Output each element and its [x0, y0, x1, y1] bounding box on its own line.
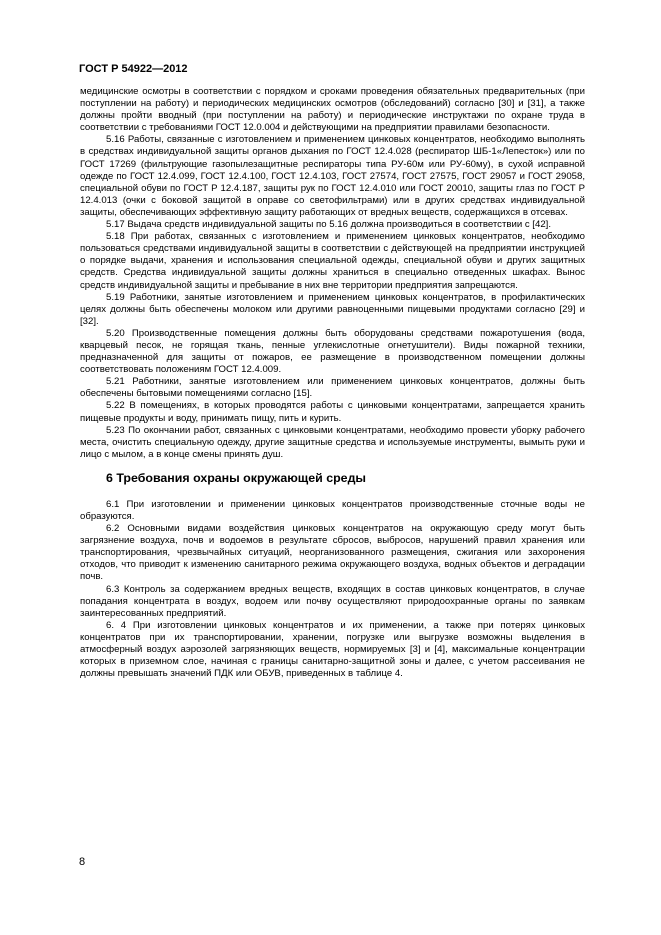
paragraph-6-4: 6. 4 При изготовлении цинковых концентратов и их применении, а также при потерях цинковых концентратов при их транспортировании, хранении, погрузке или выгрузке возможны выделения в атмосферный воздух аэрозолей загрязняющих веществ, нормируемых [3] и [4], максимальные концентрации которых в приземном слое, начиная с границы санитарно-защитной зоны и далее, с учетом рассеивания не должны превышать значений ПДК или ОБУВ, приведенных в таблице 4. [80, 619, 585, 680]
paragraph-5-17: 5.17 Выдача средств индивидуальной защиты по 5.16 должна производиться в соответствии с [42]. [106, 219, 551, 231]
paragraph-6-1: 6.1 При изготовлении и применении цинковых концентратов производственные сточные воды не образуются. [80, 498, 585, 522]
paragraph-5-23: 5.23 По окончании работ, связанных с цинковыми концентратами, необходимо провести уборку рабочего места, очистить специальную одежду, другие защитные средства и используемые инструменты, вымыть руки и лицо с мылом, а в конце смены принять душ. [80, 424, 585, 460]
paragraph-5-16: 5.16 Работы, связанные с изготовлением и применением цинковых концентратов, необходимо выполнять в средствах индивидуальной защиты органов дыхания по ГОСТ 12.4.028 (респиратор ШБ-1«Лепесток») или по ГОСТ 17269 (фильтрующие газопылезащитные респираторы типа РУ-60м или РУ-60му), в сухой исправной одежде по ГОСТ 12.4.099, ГОСТ 12.4.100, ГОСТ 12.4.103, ГОСТ 27574, ГОСТ 27575, ГОСТ 29057 и ГОСТ 29058, специальной обуви по ГОСТ Р 12.4.187, защиты рук по ГОСТ 12.4.010 или ГОСТ 20010, защиты глаз по ГОСТ Р 12.4.013 (очки с боковой защитой в оправе со светофильтрами) или в других средствах индивидуальной защиты, обеспечивающих эффективную защиту работающих от вредных веществ, содержащихся в отсевах. [80, 134, 585, 218]
paragraph-6-2: 6.2 Основными видами воздействия цинковых концентратов на окружающую среду могут быть загрязнение воздуха, почв и водоемов в результате сбросов, выбросов, нарушений правил хранения или транспортирования, чрезвычайных ситуаций, неорганизованного размещения, сжигания или захоронения отходов, что приводит к изменению санитарного режима окружающего воздуха, водных объектов и деградации почв. [80, 523, 585, 583]
paragraph-5-20: 5.20 Производственные помещения должны быть оборудованы средствами пожаротушения (вода, кварцевый песок, не горящая ткань, пенные углекислотные огнетушители). Виды пожарной техники, предназначенной для защиты от пожаров, ее размещение в производственном помещении должны соответствовать положениям ГОСТ 12.4.009. [80, 327, 585, 376]
paragraph-6-3: 6.3 Контроль за содержанием вредных веществ, входящих в состав цинковых концентратов, в случае попадания концентрата в воздух, водоем или почву осуществляют природоохранные органы по заявкам заинтересованных предприятий. [80, 583, 585, 619]
paragraph-5-22: 5.22 В помещениях, в которых проводятся работы с цинковыми концентратами, запрещается хранить пищевые продукты и воду, принимать пищу, пить и курить. [80, 400, 585, 424]
document-header: ГОСТ Р 54922—2012 [79, 63, 188, 75]
paragraph-5-21: 5.21 Работники, занятые изготовлением или применением цинковых концентратов, должны быть обеспечены бытовыми помещениями согласно [15]. [80, 376, 585, 400]
paragraph-5-18: 5.18 При работах, связанных с изготовлением и применением цинковых концентратов, необходимо пользоваться средствами индивидуальной защиты в соответствии с действующей на предприятии инструкцией о порядке выдачи, хранения и использования специальной одежды, специальной обуви и других защитных средств. Средства индивидуальной защиты должны храниться в специально отведенных шкафах. Вынос средств индивидуальной защиты и пребывание в них вне территории предприятия запрещаются. [80, 231, 585, 291]
document-body [80, 86, 585, 680]
paragraph-5-15-continuation: медицинские осмотры в соответствии с порядком и сроками проведения обязательных предварительных (при поступлении на работу) и периодических медицинских осмотров (обследований) согласно [30] и [31], а также должны пройти вводный (при поступлении на работу) и периодические инструктажи по охране труда в соответствии с требованиями ГОСТ 12.0.004 и действующими на предприятии правилами безопасности. [80, 86, 585, 134]
page-number: 8 [79, 856, 86, 868]
section-6-heading: 6 Требования охраны окружающей среды [106, 470, 367, 485]
paragraph-5-19: 5.19 Работники, занятые изготовлением и применением цинковых концентратов, в профилактических целях должны быть обеспечены молоком или другими равноценными пищевыми продуктами согласно [29] и [32]. [80, 291, 585, 327]
